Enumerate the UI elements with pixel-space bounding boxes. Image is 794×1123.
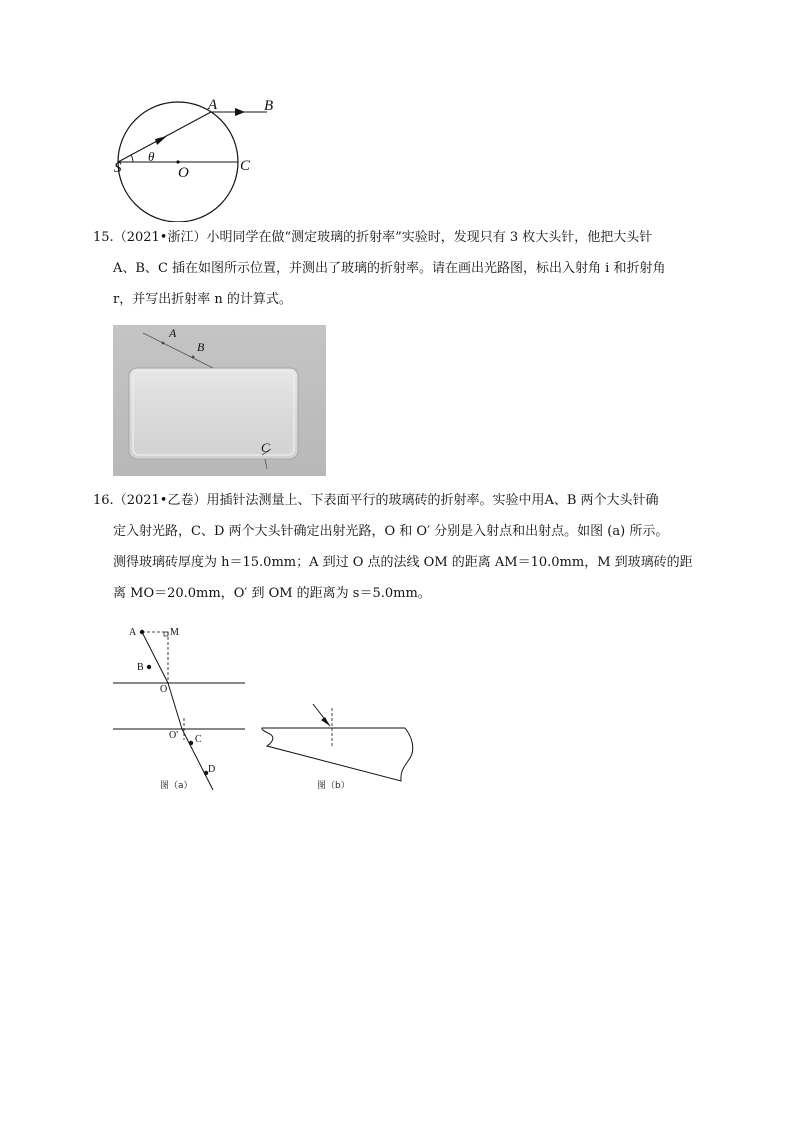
pin-c-dot (189, 741, 193, 745)
photo-label-a: A (169, 326, 177, 340)
question-16-line3: 测得玻璃砖厚度为 h＝15.0mm；A 到过 O 点的法线 OM 的距离 AM＝10.0mm，M 到玻璃砖的距 (113, 555, 693, 570)
fig-a-label-o-prime: O' (169, 730, 179, 741)
question-15 (93, 222, 705, 315)
question-15-line2: A、B、C 插在如图所示位置，并测出了玻璃的折射率。请在画出光路图，标出入射角 i 和折射角 (113, 261, 666, 276)
photo-label-b: B (197, 340, 205, 354)
fig-b-caption: 图（b） (317, 781, 350, 791)
label-c: C (240, 158, 251, 174)
question-16-source: （2021•乙卷） (113, 493, 207, 508)
figure-b (255, 690, 420, 795)
fig-a-label-o: O (160, 684, 168, 695)
label-a: A (208, 97, 218, 113)
question-15-line1: 小明同学在做“测定玻璃的折射率”实验时，发现只有 3 枚大头针，他把大头针 (206, 230, 653, 245)
fig-a-label-m: M (170, 627, 179, 638)
incident-ray-ab (142, 632, 168, 683)
question-16-line1: 用插针法测量上、下表面平行的玻璃砖的折射率。实验中用A、B 两个大头针确 (206, 493, 659, 508)
question-15-number: 15. (93, 230, 114, 245)
label-s: S (114, 160, 122, 176)
fig-a-label-a: A (129, 627, 137, 638)
fig-a-label-d: D (208, 764, 216, 775)
question-16 (93, 485, 705, 609)
question-16-number: 16. (93, 493, 114, 508)
right-angle-mark-m (164, 632, 168, 636)
fig-a-label-c: C (195, 734, 202, 745)
label-theta: θ (148, 149, 155, 164)
fig-a-label-b: B (137, 662, 144, 673)
pin-b (192, 356, 195, 359)
fig-a-caption: 图（a） (160, 781, 193, 791)
glass-block-outline (262, 728, 413, 781)
ray-sa-arrow (155, 136, 167, 145)
pin-a-dot (140, 630, 144, 634)
question-15-line3: r，并写出折射率 n 的计算式。 (113, 292, 292, 307)
glass-block-photo-drawing (113, 325, 326, 476)
figure-a (108, 618, 253, 798)
glass-block-photo (113, 325, 326, 476)
ray-ab-arrow (235, 108, 245, 116)
label-o: O (178, 165, 189, 181)
label-b: B (264, 98, 274, 114)
pin-b-dot (147, 665, 151, 669)
theta-arc (131, 155, 133, 162)
incident-ray-b-arrow (321, 717, 330, 726)
center-dot-o (176, 160, 179, 163)
glass-block (129, 368, 298, 459)
circle-figure (105, 92, 305, 222)
pin-a (162, 342, 165, 345)
question-16-line4: 离 MO＝20.0mm，O′ 到 OM 的距离为 s＝5.0mm。 (113, 586, 431, 601)
refracted-ray-oo (168, 683, 182, 729)
question-15-source: （2021•浙江） (113, 230, 207, 245)
photo-label-c: C (261, 440, 270, 455)
question-16-line2: 定入射光路，C、D 两个大头针确定出射光路，O 和 O′ 分别是入射点和出射点。如图 (a) 所示。 (113, 524, 669, 539)
